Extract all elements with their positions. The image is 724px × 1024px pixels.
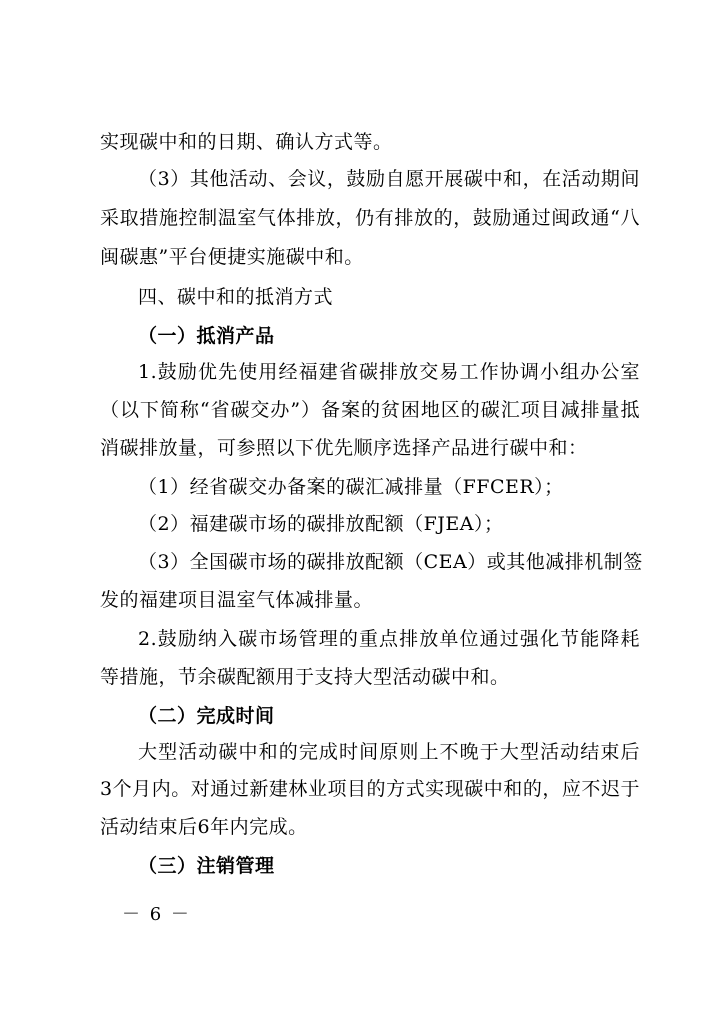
body-line-9: 消碳排放量，可参照以下优先顺序选择产品进行碳中和： <box>100 437 588 459</box>
list-item-3: （3）全国碳市场的碳排放配额（CEA）或其他减排机制签 <box>138 551 643 573</box>
subsection-heading-1: （一）抵消产品 <box>138 325 275 347</box>
subsection-heading-2: （二）完成时间 <box>138 705 275 727</box>
body-line-17: 大型活动碳中和的完成时间原则上不晚于大型活动结束后 <box>138 741 640 763</box>
list-item-1: （1）经省碳交办备案的碳汇减排量（FFCER）； <box>138 476 564 498</box>
list-item-3-cont: 发的福建项目温室气体减排量。 <box>100 589 374 611</box>
list-item-2: （2）福建碳市场的碳排放配额（FJEA）； <box>138 513 504 535</box>
page-number: － 6 － <box>122 904 191 925</box>
subsection-heading-3: （三）注销管理 <box>138 855 275 877</box>
body-line-19: 活动结束后6年内完成。 <box>100 816 308 838</box>
section-heading-4: 四、碳中和的抵消方式 <box>138 286 334 308</box>
body-line-18: 3个月内。对通过新建林业项目的方式实现碳中和的，应不迟于 <box>100 778 640 800</box>
body-line-15: 等措施，节余碳配额用于支持大型活动碳中和。 <box>100 666 510 688</box>
body-line-8: （以下简称“省碳交办”）备案的贫困地区的碳汇项目减排量抵 <box>100 399 640 421</box>
body-line-1: 实现碳中和的日期、确认方式等。 <box>100 131 393 153</box>
body-line-7: 1.鼓励优先使用经福建省碳排放交易工作协调小组办公室 <box>138 361 640 383</box>
body-line-14: 2.鼓励纳入碳市场管理的重点排放单位通过强化节能降耗 <box>138 628 640 650</box>
body-line-2: （3）其他活动、会议，鼓励自愿开展碳中和，在活动期间 <box>138 168 640 190</box>
body-line-4: 闽碳惠”平台便捷实施碳中和。 <box>100 246 364 268</box>
body-line-3: 采取措施控制温室气体排放，仍有排放的，鼓励通过闽政通“八 <box>100 207 640 229</box>
